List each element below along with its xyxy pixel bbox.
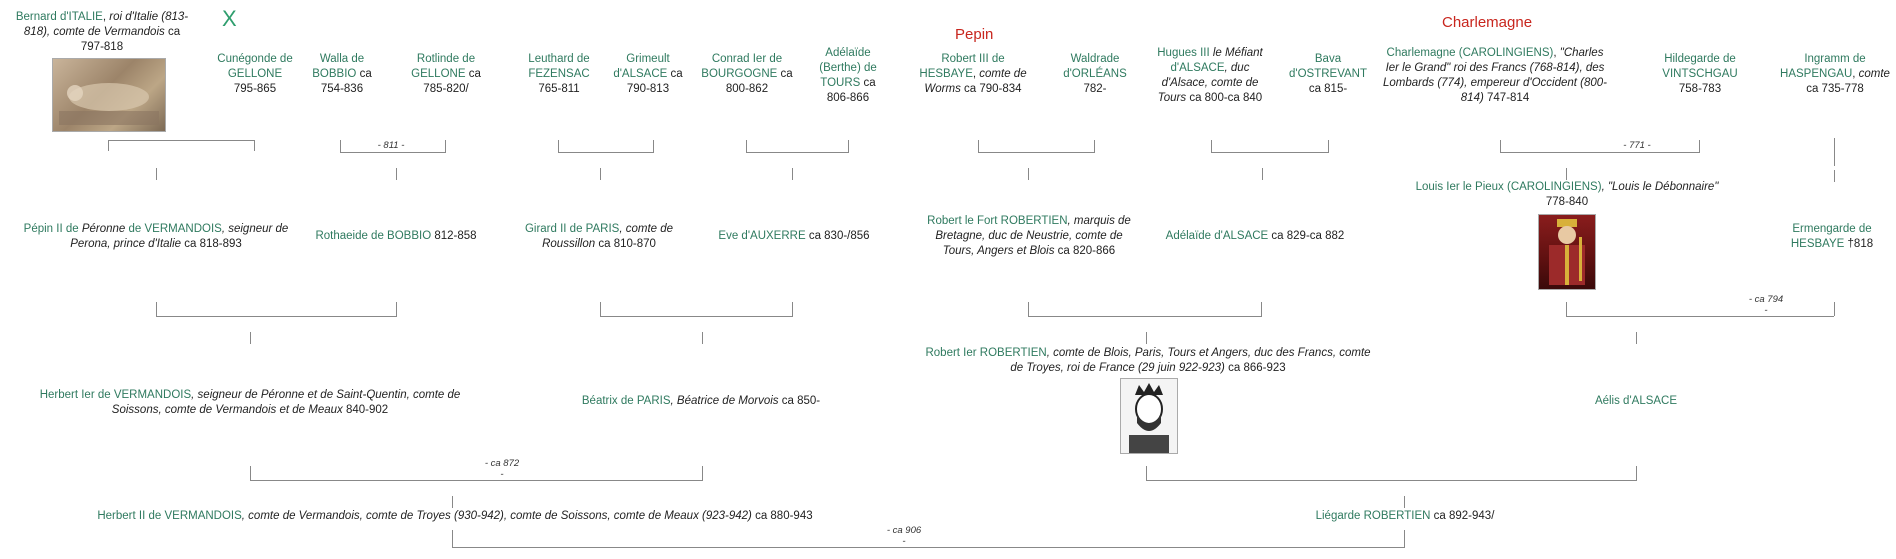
couple-tick	[653, 140, 654, 153]
descent-line	[452, 496, 453, 508]
couple-tick	[792, 302, 793, 316]
couple-tick	[1566, 302, 1567, 316]
couple-line	[1146, 480, 1637, 481]
couple-tick	[108, 140, 109, 151]
couple-line	[1500, 152, 1700, 153]
person-adelaide-tours[interactable]: Adélaïde (Berthe) de TOURS ca 806-866	[819, 47, 877, 104]
couple-tick	[1636, 466, 1637, 480]
person-robert-hesbaye[interactable]: Robert III de HESBAYE, comte de Worms ca 790-834	[919, 53, 1027, 95]
person-bernard-italie[interactable]: Bernard d'ITALIE, roi d'Italie (813-818), comte de Vermandois ca 797-818	[15, 11, 189, 53]
couple-tick	[1261, 302, 1262, 316]
person-leuthard-fezensac[interactable]: Leuthard de FEZENSAC 765-811	[528, 53, 590, 95]
descent-line	[600, 168, 601, 180]
couple-line	[1211, 152, 1329, 153]
couple-line	[156, 316, 397, 317]
effigy-icon	[53, 59, 165, 131]
pepin-marker: Pepin	[955, 26, 994, 43]
descent-line	[702, 332, 703, 344]
x-marker: X	[222, 6, 237, 31]
person-hugues-alsace[interactable]: Hugues III le Méfiant d'ALSACE, duc d'Alsace, comte de Tours ca 800-ca 840	[1157, 47, 1263, 104]
person-ermengarde-hesbaye[interactable]: Ermengarde de HESBAYE †818	[1790, 223, 1874, 250]
marriage-label: - ca 906 -	[886, 525, 922, 547]
descent-line	[1404, 496, 1405, 508]
couple-line	[600, 316, 793, 317]
charlemagne-marker: Charlemagne	[1442, 14, 1533, 31]
person-louis-le-pieux[interactable]: Louis Ier le Pieux (CAROLINGIENS), "Louis le Débonnaire" 778-840	[1415, 181, 1719, 208]
person-robert-i[interactable]: Robert Ier ROBERTIEN, comte de Blois, Paris, Tours et Angers, duc des Francs, comte de Troyes, roi de France (29 juin 922-923) ca 866-923	[925, 347, 1371, 374]
couple-tick	[340, 140, 341, 153]
couple-tick	[250, 466, 251, 480]
descent-line	[396, 168, 397, 180]
couple-tick	[396, 302, 397, 316]
couple-tick	[1094, 140, 1095, 153]
couple-tick	[978, 140, 979, 153]
marriage-label: - ca 794 -	[1748, 294, 1784, 316]
person-robert-le-fort[interactable]: Robert le Fort ROBERTIEN, marquis de Bretagne, duc de Neustrie, comte de Tours, Angers et Blois ca 820-866	[927, 215, 1131, 257]
couple-line	[250, 480, 703, 481]
person-liegarde-robertien[interactable]: Liégarde ROBERTIEN ca 892-943/	[1315, 510, 1495, 522]
descent-line	[1028, 168, 1029, 180]
person-girard-paris[interactable]: Girard II de PARIS, comte de Roussillon ca 810-870	[524, 223, 674, 250]
couple-line	[108, 140, 255, 141]
marriage-label: - 811 -	[377, 140, 405, 151]
person-eve-auxerre[interactable]: Eve d'AUXERRE ca 830-/856	[718, 230, 870, 242]
descent-line	[1834, 138, 1835, 166]
robert-portrait-image[interactable]	[1120, 378, 1178, 454]
person-aelis-alsace[interactable]: Aélis d'ALSACE	[1594, 395, 1678, 407]
bernard-tomb-image[interactable]	[52, 58, 166, 132]
person-conrad-bourgogne[interactable]: Conrad Ier de BOURGOGNE ca 800-862	[701, 53, 793, 95]
couple-line	[452, 547, 1405, 548]
person-walla-bobbio[interactable]: Walla de BOBBIO ca 754-836	[312, 53, 372, 95]
person-rothaeide-bobbio[interactable]: Rothaeide de BOBBIO 812-858	[315, 230, 477, 242]
couple-tick	[1028, 302, 1029, 316]
person-herbert-ii[interactable]: Herbert II de VERMANDOIS, comte de Vermandois, comte de Troyes (930-942), comte de Soissons, comte de Meaux (923-942) ca 880-943	[97, 510, 813, 522]
descent-line	[1566, 168, 1567, 180]
couple-tick	[558, 140, 559, 153]
person-rotlinde-gellone[interactable]: Rotlinde de GELLONE ca 785-820/	[411, 53, 481, 95]
person-charlemagne[interactable]: Charlemagne (CAROLINGIENS), "Charles Ier le Grand" roi des Francs (768-814), des Lombards (774), empereur d'Occident (800-814) 747-814	[1383, 47, 1607, 104]
descent-line	[1636, 332, 1637, 344]
couple-line	[558, 152, 654, 153]
couple-tick	[1328, 140, 1329, 153]
couple-tick	[848, 140, 849, 153]
person-ingramm-haspengau[interactable]: Ingramm de HASPENGAU, comte ca 735-778	[1780, 53, 1890, 95]
marriage-label: - ca 872 -	[484, 458, 520, 480]
couple-tick	[254, 140, 255, 151]
person-beatrix-paris[interactable]: Béatrix de PARIS, Béatrice de Morvois ca 850-	[581, 395, 821, 407]
person-herbert-i[interactable]: Herbert Ier de VERMANDOIS, seigneur de Péronne et de Saint-Quentin, comte de Soissons, comte de Vermandois et de Meaux 840-902	[39, 389, 461, 416]
descent-line	[250, 332, 251, 344]
descent-line	[792, 168, 793, 180]
couple-line	[340, 152, 446, 153]
descent-line	[156, 168, 157, 180]
couple-line	[1028, 316, 1262, 317]
couple-line	[746, 152, 849, 153]
couple-tick	[156, 302, 157, 316]
person-pepin-vermandois[interactable]: Pépin II de Péronne de VERMANDOIS, seigneur de Perona, prince d'Italie ca 818-893	[23, 223, 289, 250]
couple-tick	[600, 302, 601, 316]
couple-tick	[1404, 530, 1405, 547]
couple-line	[1566, 316, 1834, 317]
person-hildegarde-vintschgau[interactable]: Hildegarde de VINTSCHGAU 758-783	[1662, 53, 1738, 95]
couple-tick	[1211, 140, 1212, 153]
descent-line	[1834, 170, 1835, 182]
couple-tick	[746, 140, 747, 153]
descent-line	[1262, 168, 1263, 180]
couple-tick	[445, 140, 446, 153]
couple-tick	[1146, 466, 1147, 480]
couple-tick	[1699, 140, 1700, 153]
crowned-king-icon	[1121, 379, 1177, 453]
couple-tick	[1834, 302, 1835, 316]
couple-line	[978, 152, 1095, 153]
crowned-king-icon	[1539, 215, 1595, 289]
louis-portrait-image[interactable]	[1538, 214, 1596, 290]
person-waldrade-orleans[interactable]: Waldrade d'ORLÉANS 782-	[1063, 53, 1127, 95]
person-bava-ostrevant[interactable]: Bava d'OSTREVANT ca 815-	[1288, 53, 1368, 95]
person-grimeult-alsace[interactable]: Grimeult d'ALSACE ca 790-813	[613, 53, 683, 95]
couple-tick	[702, 466, 703, 480]
person-cunegonde-gellone[interactable]: Cunégonde de GELLONE 795-865	[217, 53, 293, 95]
person-adelaide-alsace[interactable]: Adélaïde d'ALSACE ca 829-ca 882	[1165, 230, 1345, 242]
couple-tick	[1500, 140, 1501, 153]
descent-line	[1146, 332, 1147, 344]
couple-tick	[452, 530, 453, 547]
marriage-label: - 771 -	[1623, 140, 1651, 151]
